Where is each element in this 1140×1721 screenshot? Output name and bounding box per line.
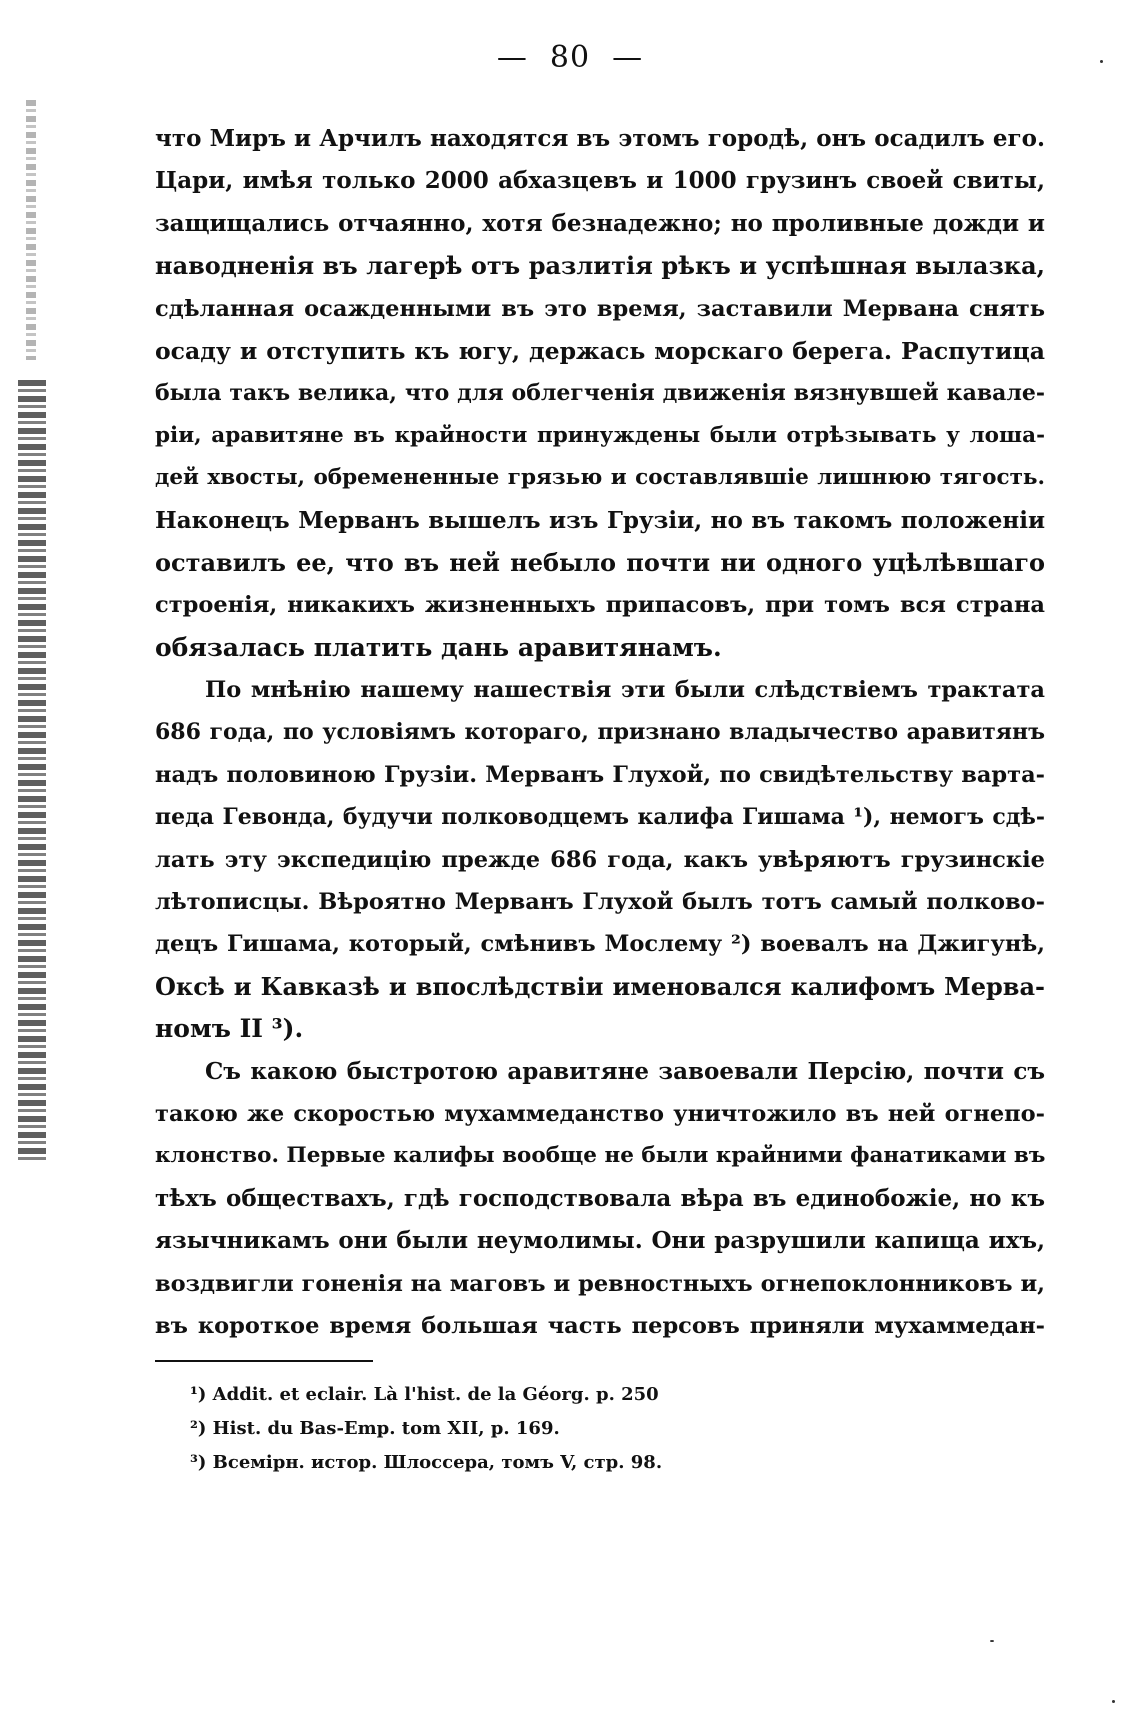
text-line: въ короткое время большая часть персовъ приняли мухаммедан- bbox=[155, 1312, 1045, 1339]
text-line: По мнѣнію нашему нашествія эти были слѣдствіемъ трактата bbox=[205, 677, 1045, 704]
page-number-dash-left: — bbox=[496, 40, 528, 75]
text-line: лѣтописцы. Вѣроятно Мерванъ Глухой былъ тотъ самый полково- bbox=[155, 889, 1045, 916]
text-line: надъ половиною Грузіи. Мерванъ Глухой, по свидѣтельству варта- bbox=[155, 761, 1045, 788]
text-line: Съ какою быстротою аравитяне завоевали Персію, почти съ bbox=[205, 1057, 1045, 1085]
footnote-separator bbox=[155, 1360, 373, 1362]
text-line: оставилъ ее, что въ ней небыло почти ни одного уцѣлѣвшаго bbox=[155, 547, 1045, 577]
text-line: что Миръ и Арчилъ находятся въ этомъ городѣ, онъ осадилъ его. bbox=[155, 125, 1045, 152]
text-line: наводненія въ лагерѣ отъ разлитія рѣкъ и успѣшная вылазка, bbox=[155, 251, 1045, 281]
print-speck bbox=[1100, 60, 1103, 63]
print-speck bbox=[1112, 1700, 1115, 1703]
text-line: Цари, имѣя только 2000 абхазцевъ и 1000 грузинъ своей свиты, bbox=[155, 167, 1045, 195]
footnotes bbox=[190, 1378, 1010, 1480]
text-line: педа Гевонда, будучи полководцемъ калифа Гишама ¹), немогъ сдѣ- bbox=[155, 804, 1045, 831]
text-line: дей хвосты, обремененные грязью и составлявшіе лишнюю тягость. bbox=[155, 465, 1045, 491]
text-line: воздвигли гоненія на маговъ и ревностныхъ огнепоклонниковъ и, bbox=[155, 1270, 1045, 1297]
text-line: такою же скоростью мухаммеданство уничтожило въ ней огнепо- bbox=[155, 1100, 1045, 1127]
text-line: тѣхъ обществахъ, гдѣ господствовала вѣра въ единобожіе, но къ bbox=[155, 1184, 1045, 1212]
binding-edge-shadow bbox=[26, 100, 36, 360]
text-line: клонство. Первые калифы вообще не были крайними фанатиками въ bbox=[155, 1143, 1045, 1169]
print-speck bbox=[990, 1640, 994, 1642]
body-text bbox=[155, 118, 1045, 1347]
binding-edge-stripes bbox=[18, 380, 46, 1160]
text-line: децъ Гишама, который, смѣнивъ Мослему ²) воевалъ на Джигунѣ, bbox=[155, 931, 1045, 958]
text-line: номъ II ³). bbox=[155, 1014, 304, 1044]
text-line: обязалась платить дань аравитянамъ. bbox=[155, 632, 722, 662]
text-line: осаду и отступить къ югу, держась морскаго берега. Распутица bbox=[155, 336, 1045, 365]
text-line: Оксѣ и Кавказѣ и впослѣдствіи именовался калифомъ Мерва- bbox=[155, 971, 1045, 1001]
text-line: язычникамъ они были неумолимы. Они разрушили капища ихъ, bbox=[155, 1227, 1045, 1255]
text-line: была такъ велика, что для облегченія движенія вязнувшей кавале- bbox=[155, 380, 1045, 407]
text-line: защищались отчаянно, хотя безнадежно; но проливные дожди и bbox=[155, 209, 1045, 237]
page-number-value: 80 bbox=[549, 40, 591, 75]
text-line: лать эту экспедицію прежде 686 года, какъ увѣряютъ грузинскіе bbox=[155, 846, 1045, 873]
text-line: Наконецъ Мерванъ вышелъ изъ Грузіи, но въ такомъ положеніи bbox=[155, 506, 1045, 534]
page-number bbox=[0, 40, 1140, 75]
text-line: строенія, никакихъ жизненныхъ припасовъ, при томъ вся страна bbox=[155, 592, 1045, 619]
footnote: ¹) Addit. et eclair. Là l'hist. de la Géorg. p. 250 bbox=[190, 1384, 659, 1405]
text-line: ріи, аравитяне въ крайности принуждены были отрѣзывать у лоша- bbox=[155, 422, 1045, 448]
page-number-dash-right: — bbox=[612, 40, 644, 75]
footnote: ²) Hist. du Bas-Emp. tom XII, p. 169. bbox=[190, 1418, 560, 1439]
text-line: 686 года, по условіямъ котораго, признано владычество аравитянъ bbox=[155, 719, 1045, 746]
footnote: ³) Всемірн. истор. Шлоссера, томъ V, стр. 98. bbox=[190, 1452, 663, 1473]
text-line: сдѣланная осажденными въ это время, заставили Мервана снять bbox=[155, 295, 1045, 322]
